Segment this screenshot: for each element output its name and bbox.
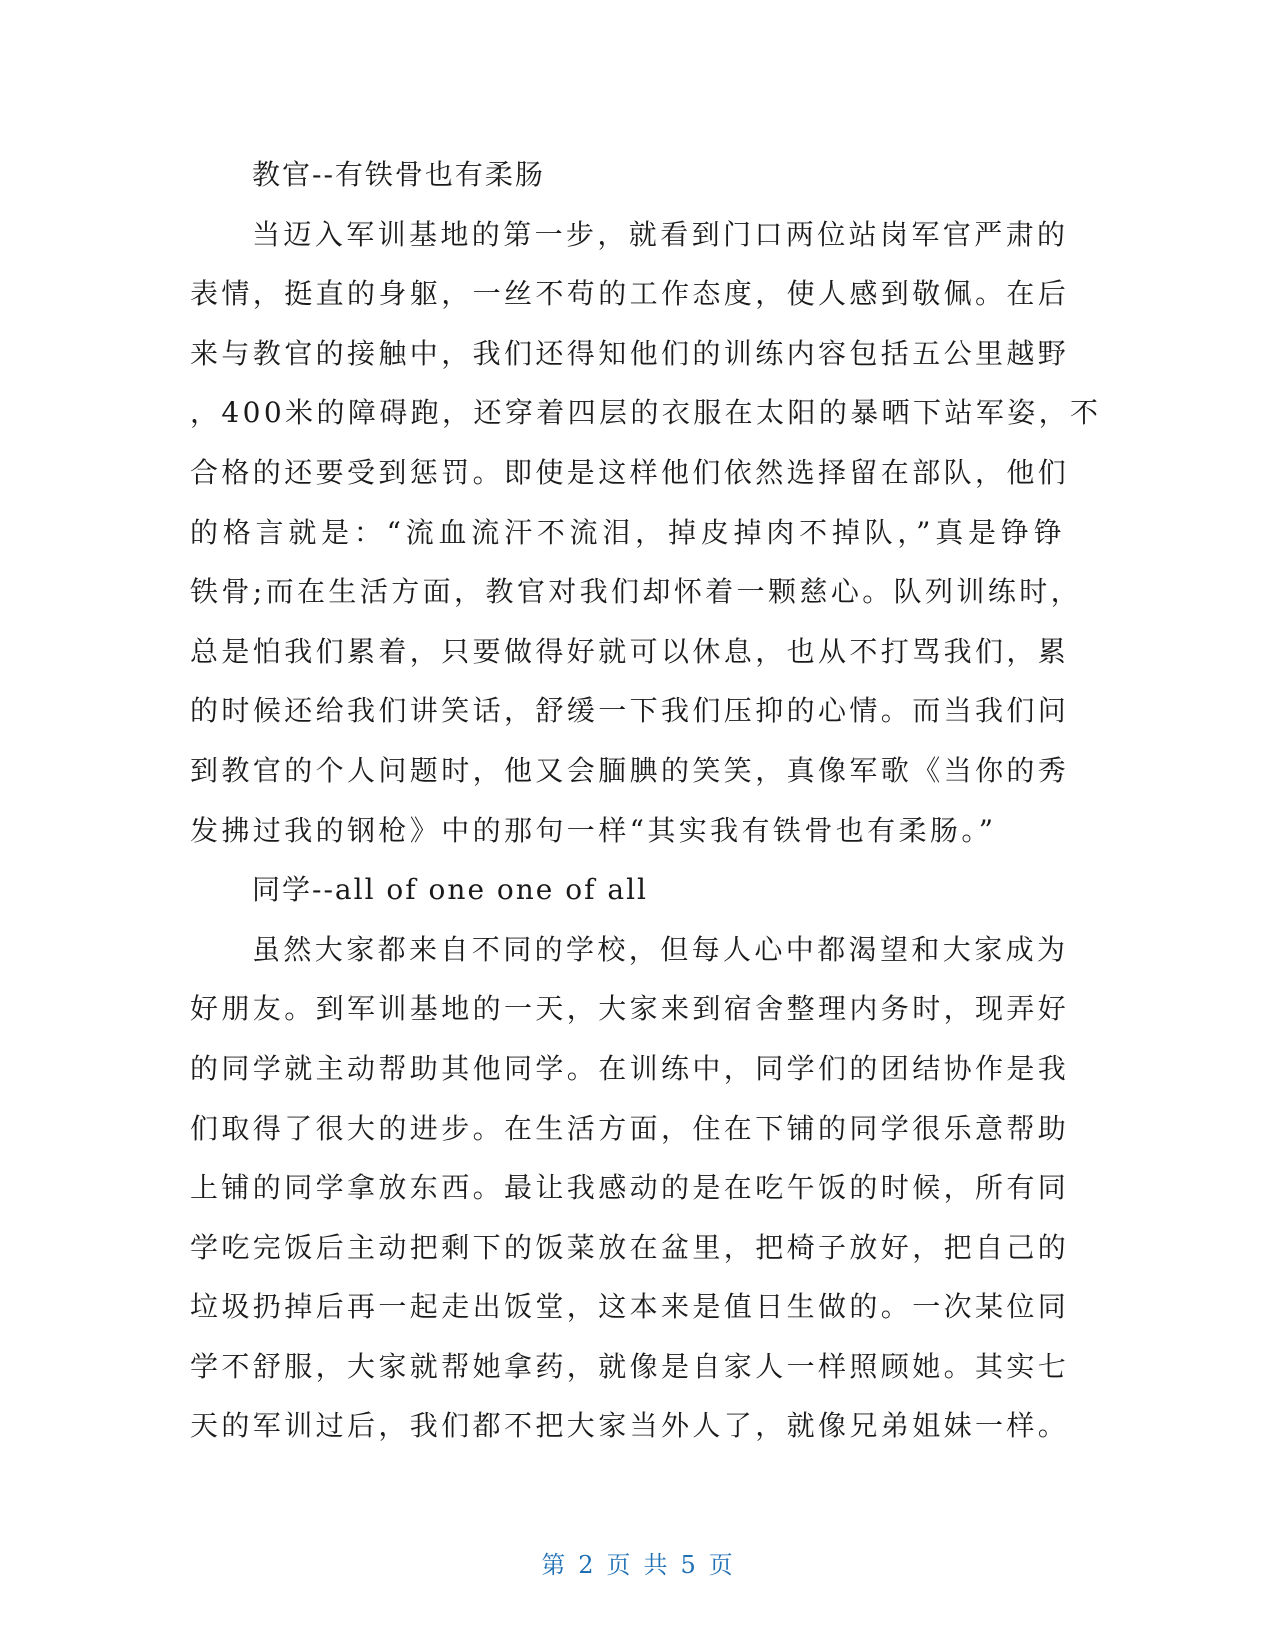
paragraph-line: 来与教官的接触中，我们还得知他们的训练内容包括五公里越野 [190, 336, 1070, 370]
footer-prefix: 第 [541, 1551, 567, 1579]
paragraph-line: 合格的还要受到惩罚。即使是这样他们依然选择留在部队，他们 [190, 455, 1070, 489]
paragraph-line: ，400米的障碍跑，还穿着四层的衣服在太阳的暴晒下站军姿，不 [190, 396, 1102, 430]
paragraph-line: 垃圾扔掉后再一起走出饭堂，这本来是值日生做的。一次某位同 [190, 1290, 1070, 1324]
paragraph-line: 铁骨;而在生活方面，教官对我们却怀着一颗慈心。队列训练时， [190, 575, 1083, 609]
paragraph-line: 上铺的同学拿放东西。最让我感动的是在吃午饭的时候，所有同 [190, 1171, 1070, 1205]
footer-suffix: 页 [708, 1551, 734, 1579]
total-page-number: 5 [680, 1551, 697, 1579]
section-heading-instructor: 教官--有铁骨也有柔肠 [252, 158, 545, 191]
paragraph-line: 的时候还给我们讲笑话，舒缓一下我们压抑的心情。而当我们问 [190, 694, 1070, 728]
paragraph-line: 好朋友。到军训基地的一天，大家来到宿舍整理内务时，现弄好 [190, 992, 1070, 1026]
paragraph-line: 虽然大家都来自不同的学校，但每人心中都渴望和大家成为 [252, 932, 1069, 966]
paragraph-line: 到教官的个人问题时，他又会腼腆的笑笑，真像军歌《当你的秀 [190, 753, 1070, 787]
footer-total-word: 共 [643, 1551, 669, 1579]
paragraph-line: 的格言就是：“流血流汗不流泪，掉皮掉肉不掉队，”真是铮铮 [190, 515, 1065, 549]
paragraph-line: 学吃完饭后主动把剩下的饭菜放在盆里，把椅子放好，把自己的 [190, 1230, 1070, 1264]
paragraph-line: 总是怕我们累着，只要做得好就可以休息，也从不打骂我们，累 [190, 634, 1070, 668]
page-number-footer [0, 1545, 1275, 1580]
paragraph-line: 天的军训过后，我们都不把大家当外人了，就像兄弟姐妹一样。 [190, 1409, 1070, 1443]
current-page-number: 2 [578, 1551, 595, 1579]
footer-page-word: 页 [606, 1551, 632, 1579]
paragraph-line: 当迈入军训基地的第一步，就看到门口两位站岗军官严肃的 [252, 217, 1069, 251]
paragraph-line: 发拂过我的钢枪》中的那句一样“其实我有铁骨也有柔肠。” [190, 813, 997, 847]
section-heading-classmates: 同学--all of one one of all [252, 873, 648, 907]
paragraph-line: 的同学就主动帮助其他同学。在训练中，同学们的团结协作是我 [190, 1051, 1070, 1085]
document-body [190, 145, 1102, 1456]
paragraph-line: 们取得了很大的进步。在生活方面，住在下铺的同学很乐意帮助 [190, 1111, 1070, 1145]
paragraph-line: 表情，挺直的身躯，一丝不苟的工作态度，使人感到敬佩。在后 [190, 277, 1070, 311]
paragraph-line: 学不舒服，大家就帮她拿药，就像是自家人一样照顾她。其实七 [190, 1349, 1070, 1383]
